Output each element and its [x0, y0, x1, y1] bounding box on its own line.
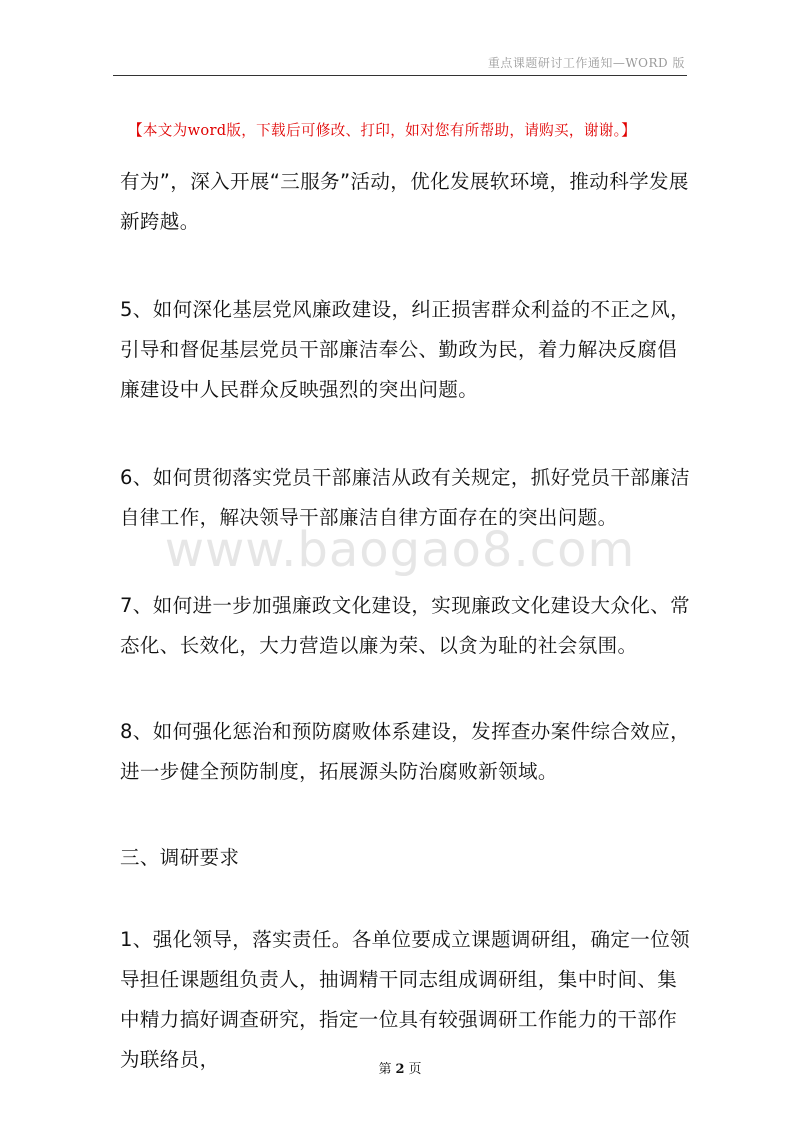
footer-prefix: 第 [378, 1062, 392, 1077]
running-header: 重点课题研讨工作通知—WORD 版 [487, 56, 685, 70]
watermark: www.baogao8.com [164, 522, 636, 578]
paragraph-item-5: 5、如何深化基层党风廉政建设，纠正损害群众利益的不正之风，引导和督促基层党员干部廉洁奉公、勤政为民，着力解决反腐倡廉建设中人民群众反映强烈的突出问题。 [120, 298, 691, 401]
paragraph-intro: 有为”，深入开展“三服务”活动，优化发展软环境，推动科学发展新跨越。 [120, 170, 689, 233]
footer-suffix: 页 [408, 1062, 422, 1077]
paragraph-item-8: 8、如何强化惩治和预防腐败体系建设，发挥查办案件综合效应，进一步健全预防制度，拓展源头防治腐败新领域。 [120, 720, 691, 783]
purchase-notice: 【本文为word版，下载后可修改、打印，如对您有所帮助，请购买，谢谢。】 [128, 122, 637, 139]
paragraph-item-7: 7、如何进一步加强廉政文化建设，实现廉政文化建设大众化、常态化、长效化，大力营造以廉为荣、以贪为耻的社会氛围。 [120, 594, 691, 657]
page-footer [0, 1058, 800, 1077]
paragraph-requirement-1: 1、强化领导，落实责任。各单位要成立课题调研组，确定一位领导担任课题组负责人，抽调精干同志组成调研组，集中时间、集中精力搞好调查研究，指定一位具有较强调研工作能力的干部作为联络员， [120, 928, 691, 1071]
section-heading-requirements: 三、调研要求 [120, 846, 240, 869]
paragraph-item-6: 6、如何贯彻落实党员干部廉洁从政有关规定，抓好党员干部廉洁自律工作，解决领导干部廉洁自律方面存在的突出问题。 [120, 466, 691, 529]
page-number: 2 [395, 1062, 405, 1077]
header-divider [113, 75, 687, 76]
